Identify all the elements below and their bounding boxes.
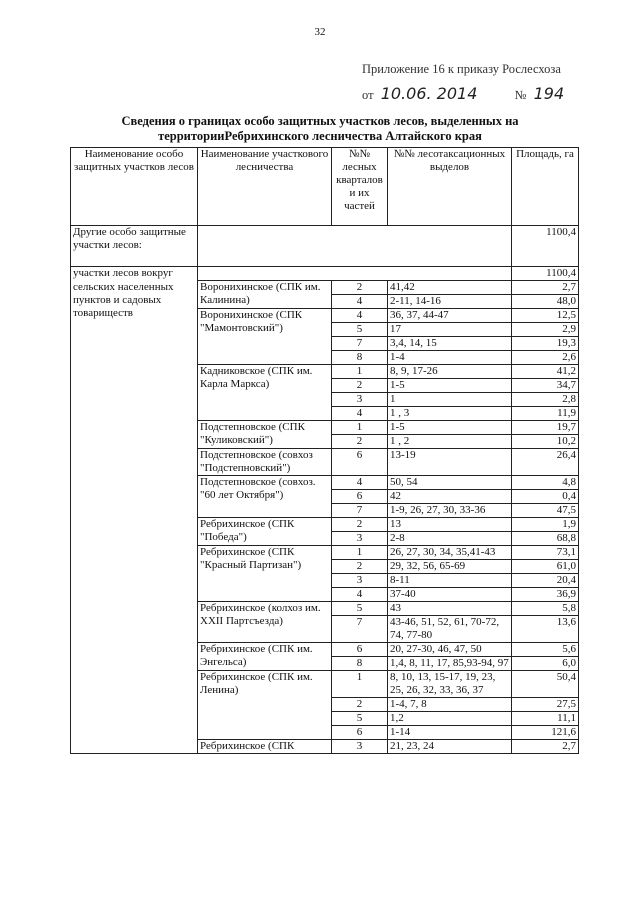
allotment-cell: 42	[388, 490, 512, 504]
area-cell: 27,5	[512, 698, 579, 712]
quarter-cell: 3	[332, 532, 388, 546]
area-cell: 73,1	[512, 546, 579, 560]
allotment-cell: 8, 9, 17-26	[388, 365, 512, 379]
header-quarters: №№ лесных кварталов и их частей	[332, 148, 388, 226]
allotment-cell: 20, 27-30, 46, 47, 50	[388, 643, 512, 657]
quarter-cell: 6	[332, 726, 388, 740]
allotment-cell: 1-5	[388, 421, 512, 435]
quarter-cell: 4	[332, 588, 388, 602]
area-cell: 34,7	[512, 379, 579, 393]
allotment-cell: 50, 54	[388, 476, 512, 490]
boundaries-table	[70, 147, 579, 754]
allotment-cell: 1,2	[388, 712, 512, 726]
quarter-cell: 2	[332, 435, 388, 449]
allotment-cell: 29, 32, 56, 65-69	[388, 560, 512, 574]
quarter-cell: 2	[332, 379, 388, 393]
date-prefix: от	[362, 88, 374, 102]
title-line-1: Сведения о границах особо защитных участков лесов, выделенных на	[121, 114, 519, 128]
table-row	[71, 281, 579, 295]
allotment-cell: 2-11, 14-16	[388, 295, 512, 309]
allotment-cell: 1	[388, 393, 512, 407]
forestry-name: Воронихинское (СПК "Мамонтовский")	[198, 309, 332, 365]
area-cell: 2,7	[512, 281, 579, 295]
forestry-name: Подстепновское (СПК "Куликовский")	[198, 421, 332, 449]
quarter-cell: 3	[332, 740, 388, 754]
quarter-cell: 2	[332, 281, 388, 295]
quarter-cell: 5	[332, 602, 388, 616]
quarter-cell: 5	[332, 712, 388, 726]
handwritten-date: 10.06. 2014	[380, 84, 478, 103]
page-number: 32	[314, 26, 326, 38]
title-line-2: территорииРебрихинского лесничества Алтайского края	[158, 129, 482, 143]
area-cell: 121,6	[512, 726, 579, 740]
forestry-name: Ребрихинское (СПК им. Энгельса)	[198, 643, 332, 671]
forestry-name: Кадниковское (СПК им. Карла Маркса)	[198, 365, 332, 421]
quarter-cell: 6	[332, 490, 388, 504]
allotment-cell: 13-19	[388, 449, 512, 476]
table-header-row	[71, 148, 579, 226]
quarter-cell: 6	[332, 449, 388, 476]
quarter-cell: 3	[332, 393, 388, 407]
allotment-cell: 1-5	[388, 379, 512, 393]
forestry-name: Ребрихинское (СПК им. Ленина)	[198, 671, 332, 740]
allotment-cell: 1-4, 7, 8	[388, 698, 512, 712]
forestry-name: Воронихинское (СПК им. Калинина)	[198, 281, 332, 309]
forestry-name: Ребрихинское (колхоз им. XXII Партсъезда)	[198, 602, 332, 643]
quarter-cell: 1	[332, 546, 388, 560]
allotment-cell: 43-46, 51, 52, 61, 70-72, 74, 77-80	[388, 616, 512, 643]
quarter-cell: 2	[332, 698, 388, 712]
quarter-cell: 4	[332, 309, 388, 323]
area-cell: 19,7	[512, 421, 579, 435]
area-cell: 5,8	[512, 602, 579, 616]
empty-cell	[198, 226, 512, 267]
header-protected-area: Наименование особо защитных участков лесов	[71, 148, 198, 226]
handwritten-number: 194	[533, 84, 565, 103]
forestry-name: Подстепновское (совхоз "Подстепновский")	[198, 449, 332, 476]
allotment-cell: 1-14	[388, 726, 512, 740]
quarter-cell: 1	[332, 365, 388, 379]
area-cell: 11,1	[512, 712, 579, 726]
header-forestry: Наименование участкового лесничества	[198, 148, 332, 226]
allotment-cell: 1,4, 8, 11, 17, 85,93-94, 97	[388, 657, 512, 671]
area-cell: 19,3	[512, 337, 579, 351]
allotment-cell: 1 , 2	[388, 435, 512, 449]
area-cell: 11,9	[512, 407, 579, 421]
allotment-cell: 1-9, 26, 27, 30, 33-36	[388, 504, 512, 518]
quarter-cell: 7	[332, 337, 388, 351]
area-cell: 2,6	[512, 351, 579, 365]
area-cell: 41,2	[512, 365, 579, 379]
quarter-cell: 5	[332, 323, 388, 337]
allotment-cell: 21, 23, 24	[388, 740, 512, 754]
area-cell: 2,7	[512, 740, 579, 754]
area-cell: 2,8	[512, 393, 579, 407]
area-cell: 2,9	[512, 323, 579, 337]
quarter-cell: 4	[332, 476, 388, 490]
area-cell: 4,8	[512, 476, 579, 490]
table-row	[71, 226, 579, 267]
allotment-cell: 1 , 3	[388, 407, 512, 421]
empty-cell	[198, 267, 512, 281]
quarter-cell: 2	[332, 518, 388, 532]
header-area: Площадь, га	[512, 148, 579, 226]
quarter-cell: 3	[332, 574, 388, 588]
allotment-cell: 2-8	[388, 532, 512, 546]
quarter-cell: 8	[332, 657, 388, 671]
subgroup-name-continued: сельских населенных пунктов и садовых товариществ	[71, 281, 198, 754]
area-cell: 47,5	[512, 504, 579, 518]
order-date-line	[362, 84, 564, 103]
quarter-cell: 4	[332, 295, 388, 309]
area-cell: 5,6	[512, 643, 579, 657]
area-cell: 0,4	[512, 490, 579, 504]
table-row	[71, 267, 579, 281]
area-cell: 48,0	[512, 295, 579, 309]
allotment-cell: 37-40	[388, 588, 512, 602]
area-cell: 20,4	[512, 574, 579, 588]
area-cell: 10,2	[512, 435, 579, 449]
area-cell: 13,6	[512, 616, 579, 643]
quarter-cell: 2	[332, 560, 388, 574]
quarter-cell: 1	[332, 421, 388, 435]
subgroup-name: участки лесов вокруг	[71, 267, 198, 281]
quarter-cell: 7	[332, 616, 388, 643]
allotment-cell: 26, 27, 30, 34, 35,41-43	[388, 546, 512, 560]
allotment-cell: 41,42	[388, 281, 512, 295]
forestry-name: Ребрихинское (СПК "Победа")	[198, 518, 332, 546]
quarter-cell: 8	[332, 351, 388, 365]
document-title	[70, 114, 570, 144]
allotment-cell: 17	[388, 323, 512, 337]
allotment-cell: 3,4, 14, 15	[388, 337, 512, 351]
quarter-cell: 1	[332, 671, 388, 698]
forestry-name: Ребрихинское (СПК	[198, 740, 332, 754]
area-cell: 26,4	[512, 449, 579, 476]
quarter-cell: 4	[332, 407, 388, 421]
area-cell: 50,4	[512, 671, 579, 698]
area-cell: 1,9	[512, 518, 579, 532]
area-cell: 6,0	[512, 657, 579, 671]
group-area: 1100,4	[512, 226, 579, 267]
area-cell: 61,0	[512, 560, 579, 574]
area-cell: 68,8	[512, 532, 579, 546]
allotment-cell: 1-4	[388, 351, 512, 365]
quarter-cell: 7	[332, 504, 388, 518]
appendix-reference: Приложение 16 к приказу Рослесхоза	[362, 62, 561, 76]
forestry-name: Подстепновское (совхоз. "60 лет Октября")	[198, 476, 332, 518]
allotment-cell: 8, 10, 13, 15-17, 19, 23, 25, 26, 32, 33, 36, 37	[388, 671, 512, 698]
allotment-cell: 13	[388, 518, 512, 532]
area-cell: 36,9	[512, 588, 579, 602]
allotment-cell: 43	[388, 602, 512, 616]
quarter-cell: 6	[332, 643, 388, 657]
subgroup-area: 1100,4	[512, 267, 579, 281]
allotment-cell: 8-11	[388, 574, 512, 588]
number-prefix: №	[514, 88, 527, 102]
group-name: Другие особо защитные участки лесов:	[71, 226, 198, 267]
header-allotments: №№ лесотаксационных выделов	[388, 148, 512, 226]
forestry-name: Ребрихинское (СПК "Красный Партизан")	[198, 546, 332, 602]
allotment-cell: 36, 37, 44-47	[388, 309, 512, 323]
area-cell: 12,5	[512, 309, 579, 323]
